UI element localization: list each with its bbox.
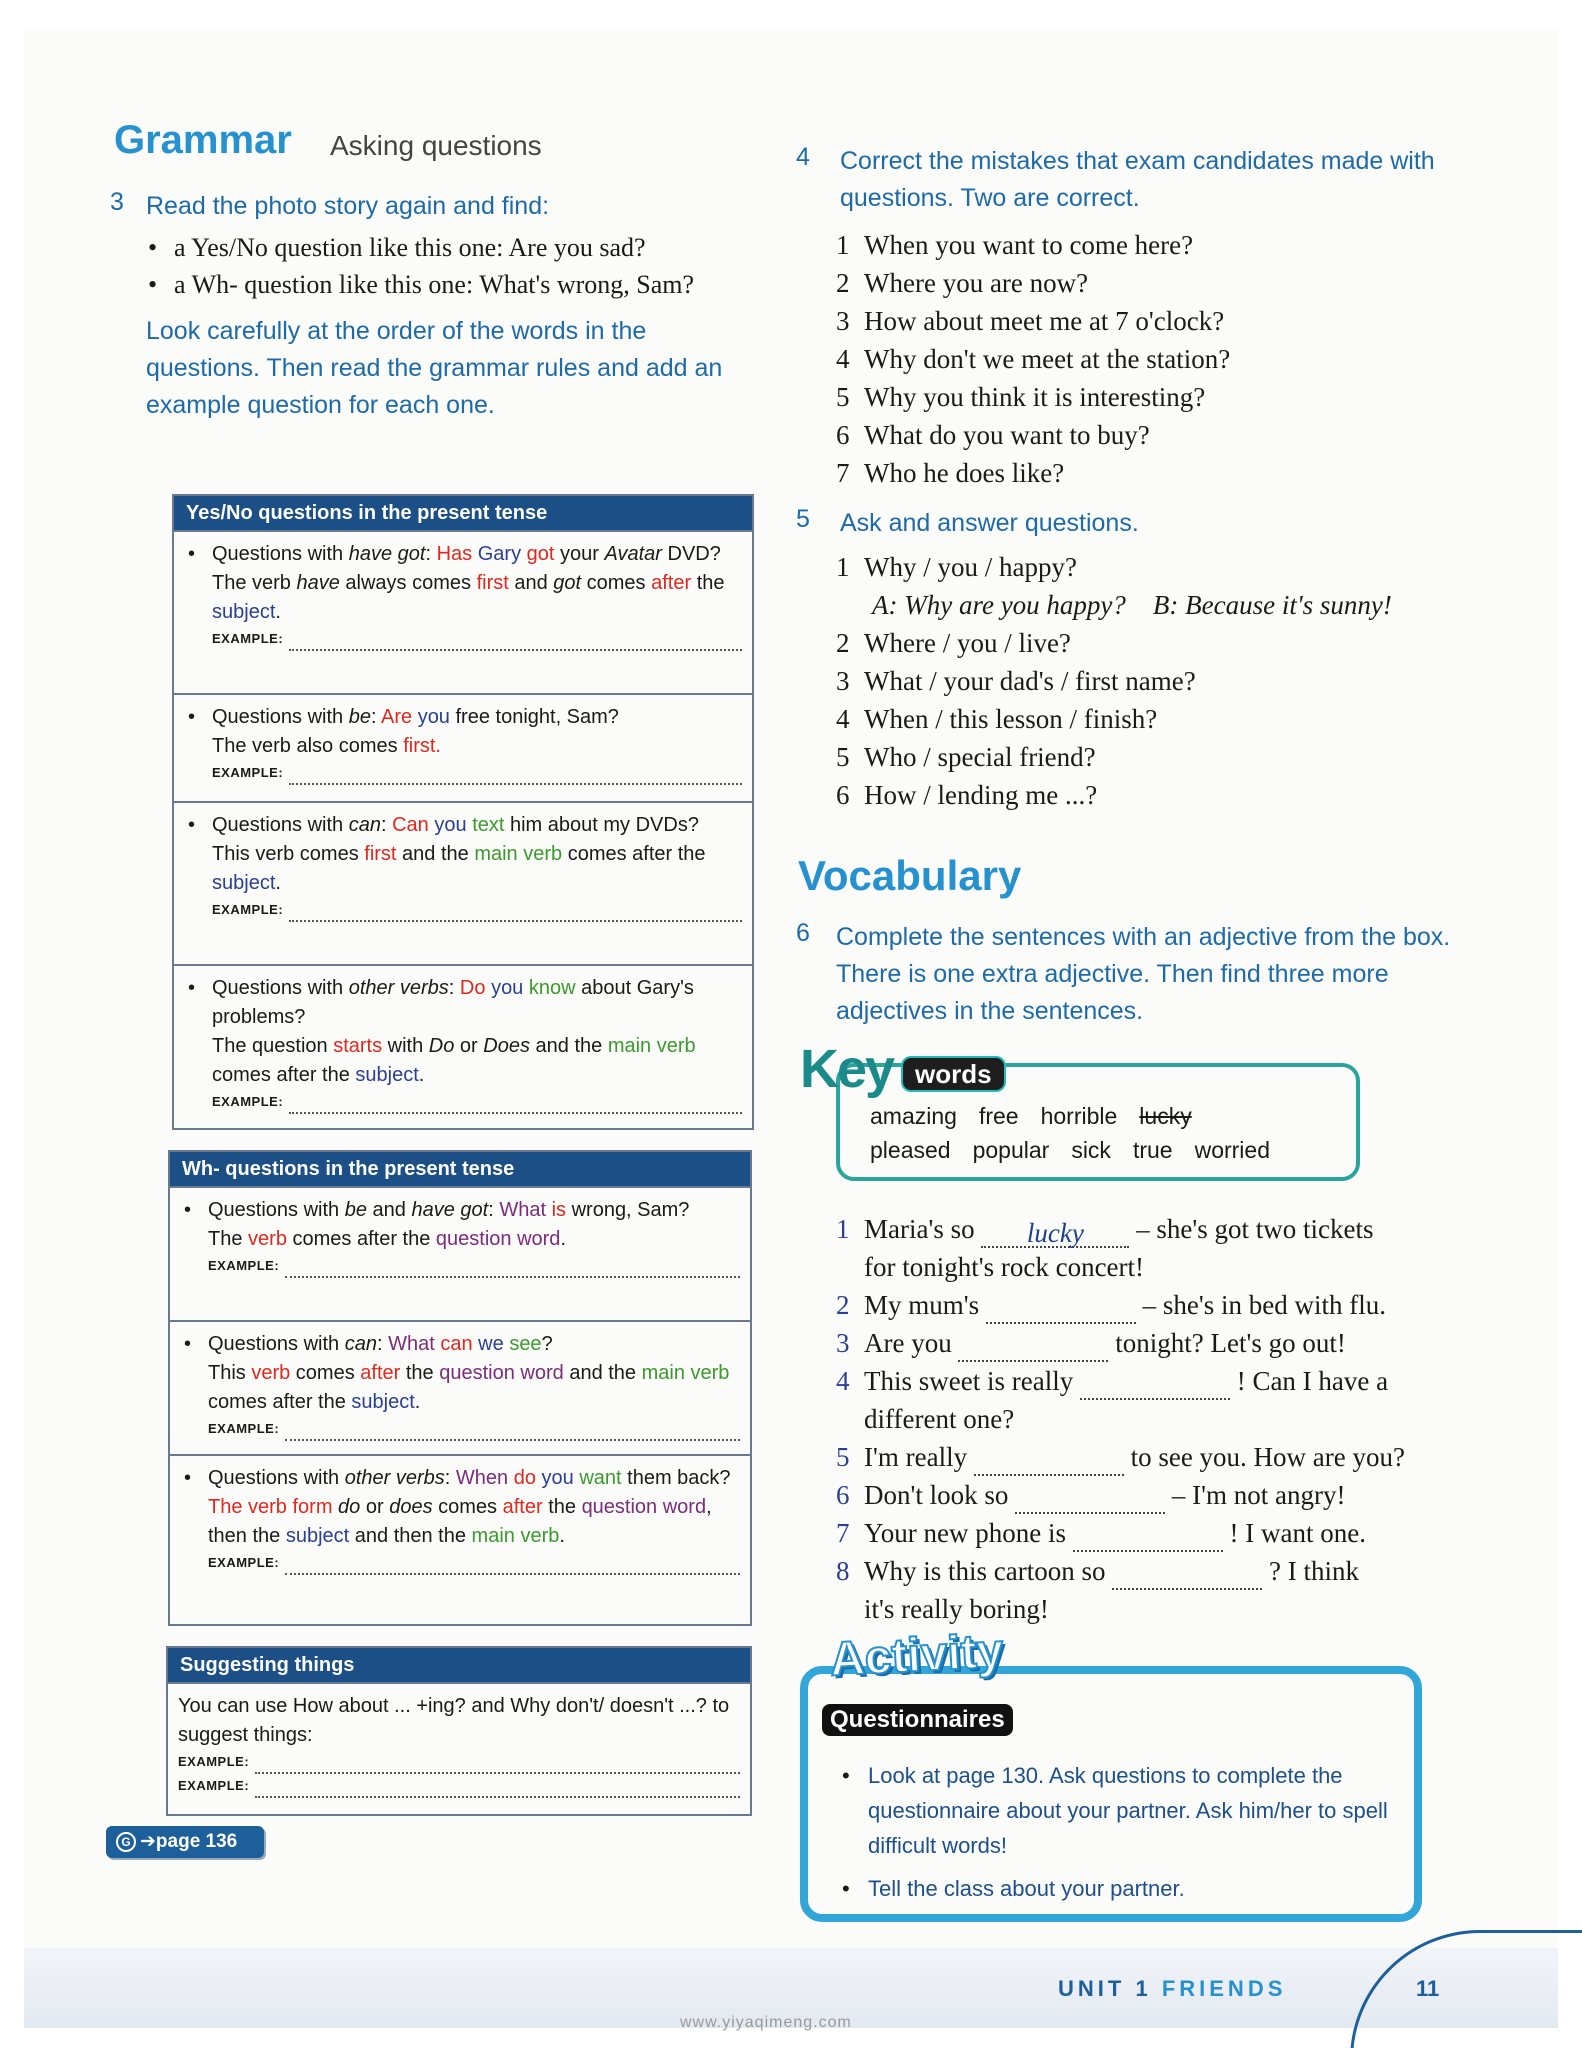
rule-wh-be: • Questions with be and have got: What is wrong, Sam? The verb comes after the question word. EXAMPLE: (170, 1186, 750, 1320)
sentence: 1 Maria's so lucky – she's got two tickets (836, 1214, 1374, 1248)
activity-item: • Look at page 130. Ask questions to complete the questionnaire about your partner. Ask him/her to spell difficult words! (842, 1758, 1402, 1863)
yesno-rules-heading: Yes/No questions in the present tense (174, 496, 752, 530)
exercise-6 (796, 919, 1496, 1030)
activity-list (842, 1758, 1402, 1914)
sentence: 6 Don't look so – I'm not angry! (836, 1476, 1536, 1514)
exercise-6-sentences (836, 1210, 1536, 1628)
arrow-right-icon: ➔ (140, 1831, 156, 1852)
exercise-4-list (836, 226, 1526, 492)
example-line[interactable]: EXAMPLE: (208, 1551, 740, 1575)
list-item: 2 Where / you / live? (836, 628, 1071, 658)
keyword: pleased (870, 1137, 951, 1163)
sentence-continuation: it's really boring! (864, 1594, 1049, 1624)
keyword: popular (972, 1137, 1050, 1163)
exercise-5-list (836, 548, 1536, 814)
example-line[interactable]: EXAMPLE: (212, 898, 742, 922)
keyword: worried (1194, 1137, 1270, 1163)
suggesting-box (166, 1646, 752, 1816)
list-item: 3 How about meet me at 7 o'clock? (836, 306, 1225, 336)
yesno-rules-box (172, 494, 754, 1130)
exercise-4-instruction: Correct the mistakes that exam candidates made with questions. Two are correct. (840, 147, 1435, 212)
answer-blank[interactable] (986, 1294, 1136, 1324)
example-line[interactable]: EXAMPLE: (178, 1750, 740, 1774)
answer-blank[interactable] (1073, 1522, 1223, 1552)
keywords-key-label: Key (800, 1039, 894, 1099)
exercise-number: 3 (110, 188, 124, 216)
example-line[interactable]: EXAMPLE: (208, 1417, 740, 1441)
list-item: 5 Why you think it is interesting? (836, 382, 1206, 412)
activity-subtitle: Questionnaires (822, 1704, 1013, 1736)
example-line[interactable]: EXAMPLE: (208, 1254, 740, 1278)
wh-rules-box (168, 1150, 752, 1626)
exercise-number: 4 (796, 143, 810, 171)
answer-blank[interactable] (1015, 1484, 1165, 1514)
example-line[interactable]: EXAMPLE: (212, 627, 742, 651)
sentence: 3 Are you tonight? Let's go out! (836, 1324, 1536, 1362)
list-item: 3 What / your dad's / first name? (836, 666, 1196, 696)
sentence: 4 This sweet is really ! Can I have a (836, 1362, 1536, 1400)
exercise-5-instruction: Ask and answer questions. (840, 509, 1139, 537)
list-item: 1 Why / you / happy? (836, 552, 1077, 582)
keyword: amazing (870, 1103, 957, 1129)
sentence-continuation: different one? (864, 1404, 1015, 1434)
rule-wh-can: • Questions with can: What can we see? This verb comes after the question word and the main verb comes after the subject. EXAMPLE: (170, 1320, 750, 1454)
exercise-3-followup: Look carefully at the order of the words in the questions. Then read the grammar rules and add an example question for each one. (146, 317, 723, 419)
exercise-number: 5 (796, 505, 810, 533)
list-item: 4 When / this lesson / finish? (836, 704, 1158, 734)
suggesting-heading: Suggesting things (168, 1648, 750, 1682)
q3-bullet-yesno: • a Yes/No question like this one: Are you sad? (174, 229, 750, 266)
activity-item: • Tell the class about your partner. (842, 1871, 1402, 1906)
sentence: 8 Why is this cartoon so ? I think (836, 1552, 1536, 1590)
rule-be: • Questions with be: Are you free tonight, Sam? The verb also comes first. EXAMPLE: (174, 693, 752, 801)
list-item: 7 Who he does like? (836, 458, 1065, 488)
keyword: true (1132, 1137, 1173, 1163)
list-item: 6 How / lending me ...? (836, 780, 1098, 810)
list-item: 2 Where you are now? (836, 268, 1089, 298)
vocabulary-title: Vocabulary (798, 852, 1022, 899)
rule-can: • Questions with can: Can you text him about my DVDs? This verb comes first and the main verb comes after the subject. EXAMPLE: (174, 801, 752, 964)
exercise-3-instruction: Read the photo story again and find: (146, 192, 550, 220)
list-item: 4 Why don't we meet at the station? (836, 344, 1231, 374)
exercise-4 (796, 143, 1496, 217)
answer-blank[interactable] (974, 1446, 1124, 1476)
keyword: horrible (1040, 1103, 1118, 1129)
example-line[interactable]: EXAMPLE: (178, 1774, 740, 1798)
exercise-3 (110, 188, 750, 424)
answer-blank[interactable]: lucky (981, 1218, 1129, 1248)
list-item: 6 What do you want to buy? (836, 420, 1150, 450)
sentence: 7 Your new phone is ! I want one. (836, 1514, 1536, 1552)
example-line[interactable]: EXAMPLE: (212, 1090, 742, 1114)
grammar-ref-icon: G (116, 1832, 136, 1852)
keyword: free (978, 1103, 1019, 1129)
keywords-row-1 (870, 1103, 1192, 1130)
exercise-5 (796, 505, 1496, 542)
footer-unit: UNIT 1 FRIENDS (1058, 1976, 1287, 2001)
answer-blank[interactable] (1112, 1560, 1262, 1590)
page-ref-label: page 136 (155, 1831, 238, 1852)
sentence: 5 I'm really to see you. How are you? (836, 1438, 1536, 1476)
grammar-subtitle: Asking questions (330, 130, 542, 161)
keyword-used: lucky (1139, 1103, 1192, 1129)
page-number: 11 (1416, 1976, 1440, 2001)
list-item: 5 Who / special friend? (836, 742, 1096, 772)
q3-bullet-wh: • a Wh- question like this one: What's wrong, Sam? (174, 266, 750, 303)
exercise-number: 6 (796, 919, 810, 947)
example-answer: A: Why are you happy? B: Because it's sunny! (872, 590, 1392, 620)
keywords-words-label: words (901, 1056, 1006, 1092)
rule-wh-other: • Questions with other verbs: When do you want them back? The verb form do or does comes after the question word, then the subject and then the main verb. EXAMPLE: (170, 1454, 750, 1624)
suggesting-text: You can use How about ... +ing? and Why don't/ doesn't ...? to suggest things: (178, 1695, 730, 1746)
example-line[interactable]: EXAMPLE: (212, 761, 742, 785)
keyword: sick (1071, 1137, 1111, 1163)
rule-suggesting (168, 1682, 750, 1808)
answer-blank[interactable] (1080, 1370, 1230, 1400)
sentence: 2 My mum's – she's in bed with flu. (836, 1286, 1536, 1324)
answer-blank[interactable] (958, 1332, 1108, 1362)
exercise-6-instruction: Complete the sentences with an adjective from the box. There is one extra adjective. Then find three more adjectives in the sentences. (836, 923, 1451, 1025)
page-reference-button[interactable] (106, 1826, 264, 1858)
rule-other-verbs: • Questions with other verbs: Do you know about Gary's problems? The question starts with Do or Does and the main verb comes after the subject. EXAMPLE: (174, 964, 752, 1128)
rule-have-got: • Questions with have got: Has Gary got your Avatar DVD? The verb have always comes first and got comes after the subject. EXAMPLE: (174, 530, 752, 693)
keywords-row-2 (870, 1137, 1270, 1164)
activity-title: Activity (828, 1624, 1005, 1687)
watermark: www.yiyaqimeng.com (680, 2014, 852, 2031)
grammar-title: Grammar (114, 118, 292, 162)
keywords-box (800, 1038, 1360, 1186)
sentence-continuation: for tonight's rock concert! (864, 1252, 1145, 1282)
wh-rules-heading: Wh- questions in the present tense (170, 1152, 750, 1186)
list-item: 1 When you want to come here? (836, 230, 1194, 260)
